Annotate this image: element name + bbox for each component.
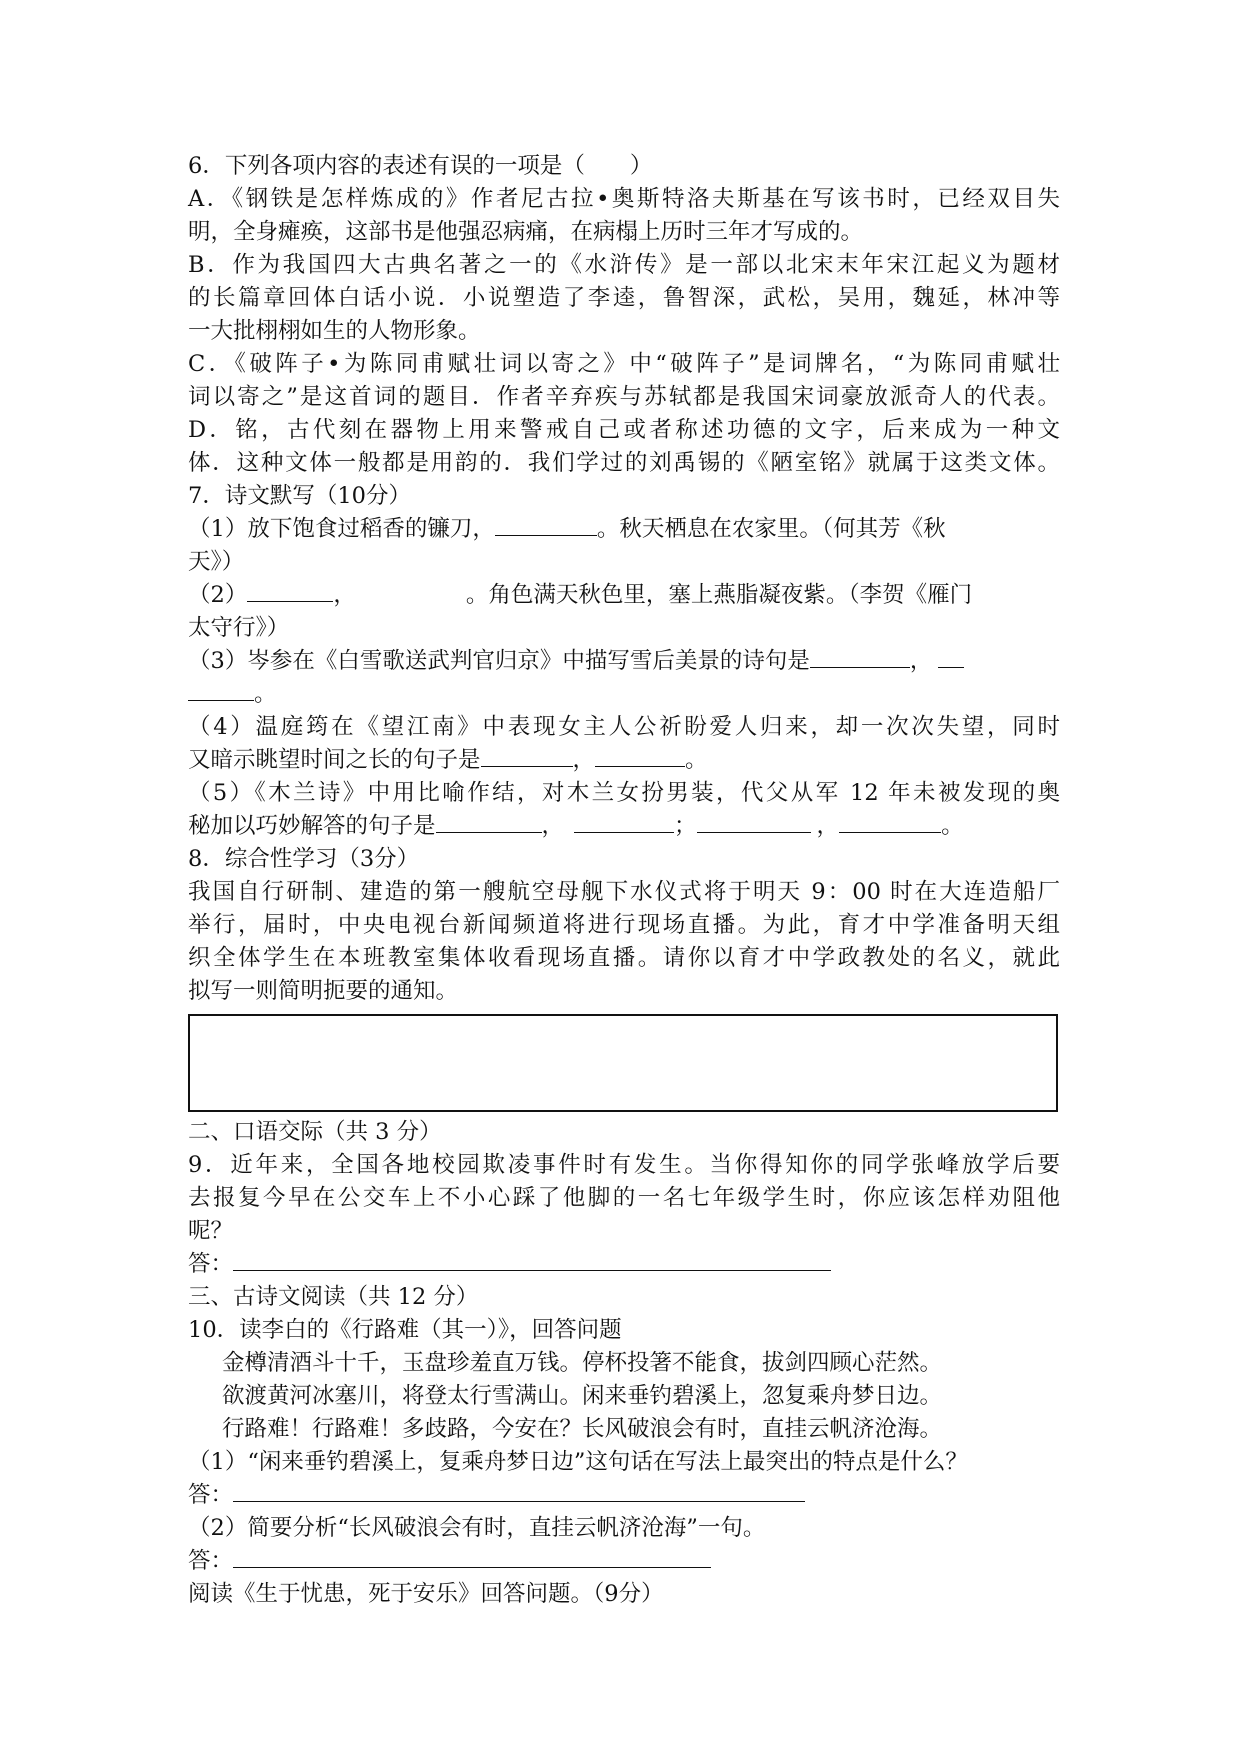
q7-item5: （5）《木兰诗》中用比喻作结，对木兰女扮男装，代父从军 12 年未被发现的奥 <box>188 780 1060 806</box>
q7-item4-comma: ， <box>572 747 596 773</box>
q6-option-b-line3: 一大批栩栩如生的人物形象。 <box>188 318 481 344</box>
answer-line[interactable] <box>233 1250 831 1271</box>
section3-title: 三、古诗文阅读（共 12 分） <box>188 1284 479 1310</box>
q7-item1-suffix: 。秋天栖息在农家里。（何其芳《秋 <box>596 516 946 542</box>
q7-item2-comma: ， <box>333 582 356 608</box>
answer-blank[interactable] <box>574 812 674 833</box>
q10-sub2: （2）简要分析“长风破浪会有时，直挂云帆济沧海”一句。 <box>188 1515 766 1541</box>
q7-item2 <box>188 579 1060 612</box>
q8-body-line2: 举行，届时，中央电视台新闻频道将进行现场直播。为此，育才中学准备明天组 <box>188 912 1060 938</box>
answer-blank[interactable] <box>810 647 910 668</box>
q6-stem: 6．下列各项内容的表述有误的一项是（ ） <box>188 153 653 179</box>
q7-item1-prefix: （1）放下饱食过稻香的镰刀， <box>188 516 495 542</box>
q8-body-line3: 织全体学生在本班教室集体收看现场直播。请你以育才中学政教处的名义，就此 <box>188 945 1060 971</box>
answer-blank[interactable] <box>436 812 542 833</box>
q7-item1 <box>188 513 1060 546</box>
q7-item3 <box>188 645 1060 678</box>
answer-line[interactable] <box>233 1481 805 1502</box>
next-reading-prompt: 阅读《生于忧患，死于安乐》回答问题。（9分） <box>188 1581 664 1607</box>
answer-label: 答： <box>188 1548 234 1574</box>
answer-blank[interactable] <box>839 812 941 833</box>
answer-blank[interactable] <box>595 746 685 767</box>
q9-answer <box>188 1248 1060 1281</box>
q7-item5-comma1: ， <box>541 813 565 839</box>
q7-item3-end: 。 <box>254 681 277 707</box>
q6-option-c-line2: 词以寄之”是这首词的题目．作者辛弃疾与苏轼都是我国宋词豪放派奇人的代表。 <box>188 384 1060 410</box>
answer-blank[interactable] <box>481 746 573 767</box>
exam-page <box>188 150 1060 1611</box>
q7-item4: （4）温庭筠在《望江南》中表现女主人公祈盼爱人归来，却一次次失望，同时 <box>188 714 1060 740</box>
q10-sub1-answer <box>188 1479 1060 1512</box>
q9-line3: 呢？ <box>188 1218 234 1244</box>
answer-label: 答： <box>188 1251 234 1277</box>
answer-line[interactable] <box>233 1547 711 1568</box>
answer-blank[interactable] <box>188 680 254 701</box>
q7-item4-cont <box>188 744 1060 777</box>
notice-answer-box[interactable] <box>188 1014 1058 1112</box>
q6-option-a-line2: 明，全身瘫痪，这部书是他强忍病痛，在病榻上历时三年才写成的。 <box>188 219 864 245</box>
section2-title: 二、口语交际（共 3 分） <box>188 1119 442 1145</box>
answer-blank[interactable] <box>938 647 964 668</box>
q6-option-a-line1: A．《钢铁是怎样炼成的》作者尼古拉•奥斯特洛夫斯基在写该书时，已经双目失 <box>188 186 1060 212</box>
q9-line1: 9．近年来，全国各地校园欺凌事件时有发生。当你得知你的同学张峰放学后要 <box>188 1152 1060 1178</box>
q7-item5-prefix: 秘加以巧妙解答的句子是 <box>188 813 436 839</box>
q7-item1-cont: 天》） <box>188 549 245 575</box>
q10-sub2-answer <box>188 1545 1060 1578</box>
q7-item4-end: 。 <box>685 747 708 773</box>
q6-option-b-line1: B．作为我国四大古典名著之一的《水浒传》是一部以北宋末年宋江起义为题材 <box>188 252 1060 278</box>
q10-sub1: （1）“闲来垂钓碧溪上，复乘舟梦日边”这句话在写法上最突出的特点是什么？ <box>188 1449 968 1475</box>
q7-item5-comma2: ， <box>816 813 840 839</box>
q7-item4-prefix: 又暗示眺望时间之长的句子是 <box>188 747 481 773</box>
q6-option-b-line2: 的长篇章回体白话小说．小说塑造了李逵，鲁智深，武松，吴用，魏延，林冲等 <box>188 285 1060 311</box>
q6-option-d-line1: D．铭，古代刻在器物上用来警戒自己或者称述功德的文字，后来成为一种文 <box>188 417 1060 443</box>
answer-label: 答： <box>188 1482 234 1508</box>
q7-item5-semicolon: ； <box>674 813 697 839</box>
q7-item5-cont <box>188 810 1060 843</box>
q8-body-line1: 我国自行研制、建造的第一艘航空母舰下水仪式将于明天 9：00 时在大连造船厂 <box>188 879 1060 905</box>
poem-line1: 金樽清酒斗十千，玉盘珍羞直万钱。停杯投箸不能食，拔剑四顾心茫然。 <box>222 1350 943 1376</box>
q8-body-line4: 拟写一则简明扼要的通知。 <box>188 978 459 1004</box>
q7-item5-end: 。 <box>941 813 964 839</box>
q7-stem: 7．诗文默写（10分） <box>188 483 411 509</box>
q7-item3-comma: ， <box>909 648 933 674</box>
answer-blank[interactable] <box>495 515 597 536</box>
q8-stem: 8．综合性学习（3分） <box>188 846 420 872</box>
answer-blank[interactable] <box>247 581 333 602</box>
q7-item2-suffix: 。角色满天秋色里，塞上燕脂凝夜紫。（李贺《雁门 <box>465 582 973 608</box>
q7-item3-cont <box>188 678 1060 711</box>
q6-option-d-line2: 体．这种文体一般都是用韵的．我们学过的刘禹锡的《陋室铭》就属于这类文体。 <box>188 450 1060 476</box>
q9-line2: 去报复今早在公交车上不小心踩了他脚的一名七年级学生时，你应该怎样劝阻他 <box>188 1185 1060 1211</box>
poem-line2: 欲渡黄河冰塞川，将登太行雪满山。闲来垂钓碧溪上，忽复乘舟梦日边。 <box>222 1383 943 1409</box>
q7-item2-cont: 太守行》） <box>188 615 290 641</box>
q10-stem: 10．读李白的《行路难（其一）》，回答问题 <box>188 1317 622 1343</box>
q7-item3-prefix: （3）岑参在《白雪歌送武判官归京》中描写雪后美景的诗句是 <box>188 648 810 674</box>
q7-item2-prefix: （2） <box>188 582 248 608</box>
q6-option-c-line1: C．《破阵子•为陈同甫赋壮词以寄之》中“破阵子”是词牌名，“为陈同甫赋壮 <box>188 351 1060 377</box>
poem-line3: 行路难！行路难！多歧路，今安在？长风破浪会有时，直挂云帆济沧海。 <box>222 1416 943 1442</box>
answer-blank[interactable] <box>697 812 811 833</box>
